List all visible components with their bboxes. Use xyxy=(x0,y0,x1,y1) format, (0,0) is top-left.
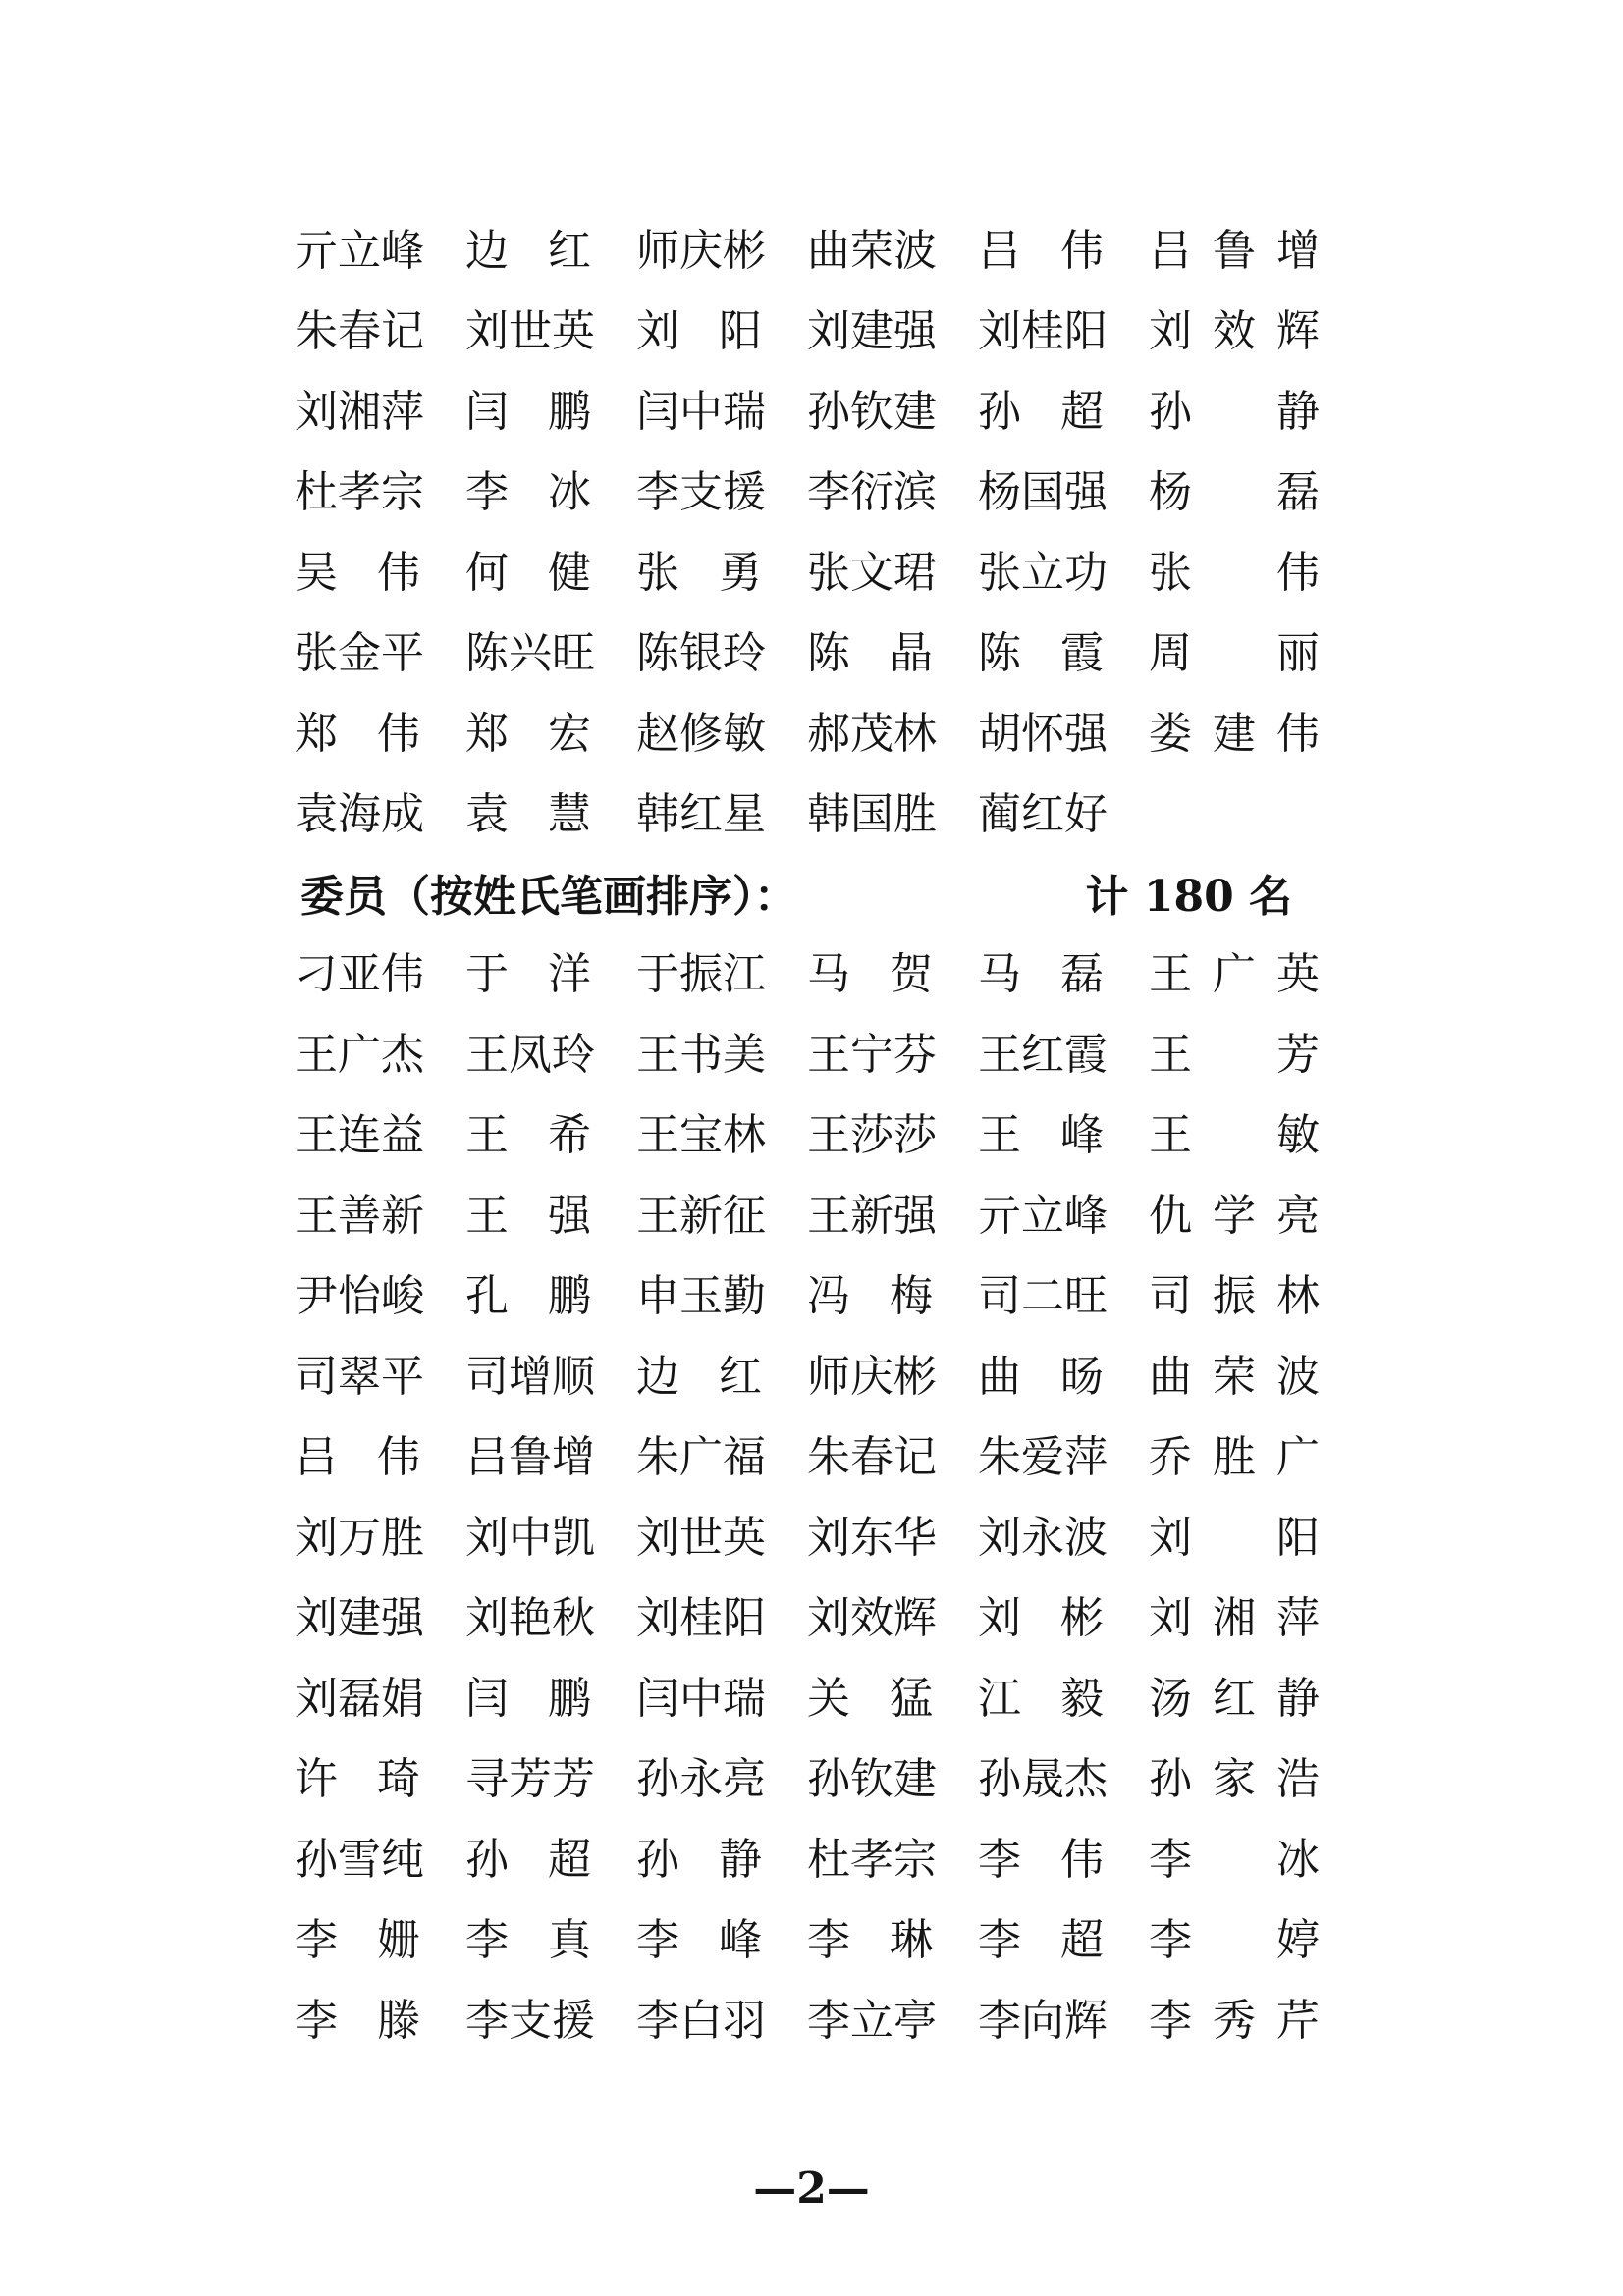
person-name: 王 宁 芬 xyxy=(807,1030,937,1080)
person-name: 李 立 亭 xyxy=(807,1996,937,2046)
person-name: 王 强 xyxy=(465,1191,591,1241)
person-name: 孙 静 xyxy=(636,1835,762,1885)
person-name: 刘 建 强 xyxy=(807,306,937,356)
name-row xyxy=(295,1670,1320,1750)
person-name: 马 磊 xyxy=(978,949,1104,999)
person-name: 吕 鲁 增 xyxy=(465,1432,595,1482)
person-name: 王 善 新 xyxy=(295,1191,424,1241)
person-name: 李 真 xyxy=(465,1915,591,1965)
person-name: 闫 中 瑞 xyxy=(636,387,766,437)
person-name: 曲 旸 xyxy=(978,1352,1104,1402)
person-name: 刘 艳 秋 xyxy=(465,1593,595,1643)
person-name: 孙 超 xyxy=(465,1835,591,1885)
person-name: 王 峰 xyxy=(978,1110,1104,1160)
name-row xyxy=(295,1911,1320,1992)
person-name: 吕 鲁 增 xyxy=(1149,226,1320,276)
members-name-list xyxy=(295,945,1320,2072)
name-row xyxy=(295,1589,1320,1670)
person-name: 刘 湘 萍 xyxy=(1149,1593,1320,1643)
name-row xyxy=(295,544,1320,624)
person-name: 刘 世 英 xyxy=(636,1513,766,1563)
person-name: 孙 雪 纯 xyxy=(295,1835,424,1885)
person-name: 曲 荣 波 xyxy=(1149,1352,1320,1402)
person-name: 闫 鹏 xyxy=(465,1674,591,1724)
person-name: 王 宝 林 xyxy=(636,1110,766,1160)
person-name: 尹 怡 峻 xyxy=(295,1271,424,1321)
name-row xyxy=(295,1106,1320,1187)
person-name: 刘 桂 阳 xyxy=(978,306,1108,356)
person-name: 陈 银 玲 xyxy=(636,628,766,678)
person-name: 王 红 霞 xyxy=(978,1030,1108,1080)
person-name: 朱 广 福 xyxy=(636,1432,766,1482)
person-name: 李 秀 芹 xyxy=(1149,1996,1320,2046)
person-name: 韩 红 星 xyxy=(636,789,766,839)
person-name: 刘 世 英 xyxy=(465,306,595,356)
person-name: 王 芳 xyxy=(1149,1030,1320,1080)
person-name: 刘 永 波 xyxy=(978,1513,1108,1563)
person-name: 刘 万 胜 xyxy=(295,1513,424,1563)
person-name: 杨 磊 xyxy=(1149,467,1320,517)
person-name: 王 新 强 xyxy=(807,1191,937,1241)
name-row xyxy=(295,302,1320,383)
person-name: 娄 建 伟 xyxy=(1149,709,1320,759)
person-name: 王 连 益 xyxy=(295,1110,424,1160)
person-name: 乔 胜 广 xyxy=(1149,1432,1320,1482)
person-name: 吕 伟 xyxy=(295,1432,420,1482)
person-name: 孙 超 xyxy=(978,387,1104,437)
person-name: 刁 亚 伟 xyxy=(295,949,424,999)
members-count: 计 180 名 xyxy=(1085,872,1292,922)
person-name: 司 振 林 xyxy=(1149,1271,1320,1321)
person-name: 刘 桂 阳 xyxy=(636,1593,766,1643)
person-name: 冯 梅 xyxy=(807,1271,933,1321)
person-name: 杜 孝 宗 xyxy=(295,467,424,517)
person-name: 马 贺 xyxy=(807,949,933,999)
name-row xyxy=(295,1267,1320,1348)
person-name: 李 白 羽 xyxy=(636,1996,766,2046)
members-heading xyxy=(300,868,1292,931)
person-name: 王 莎 莎 xyxy=(807,1110,937,1160)
person-name: 胡 怀 强 xyxy=(978,709,1108,759)
person-name: 亓 立 峰 xyxy=(295,226,424,276)
person-name: 吕 伟 xyxy=(978,226,1104,276)
person-name: 郑 伟 xyxy=(295,709,420,759)
person-name: 刘 磊 娟 xyxy=(295,1674,424,1724)
person-name: 刘 东 华 xyxy=(807,1513,937,1563)
person-name: 张 文 珺 xyxy=(807,548,937,598)
person-name: 申 玉 勤 xyxy=(636,1271,766,1321)
person-name: 郑 宏 xyxy=(465,709,591,759)
person-name: 蔺 红 好 xyxy=(978,789,1108,839)
person-name: 刘 湘 萍 xyxy=(295,387,424,437)
person-name: 刘 中 凯 xyxy=(465,1513,595,1563)
person-name: 李 冰 xyxy=(1149,1835,1320,1885)
person-name: 朱 春 记 xyxy=(295,306,424,356)
person-name: 张 伟 xyxy=(1149,548,1320,598)
person-name: 边 红 xyxy=(636,1352,762,1402)
person-name: 孔 鹏 xyxy=(465,1271,591,1321)
person-name: 李 衍 滨 xyxy=(807,467,937,517)
standing-committee-name-list xyxy=(295,222,1320,866)
person-name: 边 红 xyxy=(465,226,591,276)
page-number: —2— xyxy=(753,2163,870,2214)
person-name: 刘 效 辉 xyxy=(807,1593,937,1643)
person-name: 刘 阳 xyxy=(636,306,762,356)
person-name: 王 希 xyxy=(465,1110,591,1160)
person-name: 郝 茂 林 xyxy=(807,709,937,759)
person-name: 闫 中 瑞 xyxy=(636,1674,766,1724)
person-name: 关 猛 xyxy=(807,1674,933,1724)
person-name: 于 洋 xyxy=(465,949,591,999)
person-name: 王 敏 xyxy=(1149,1110,1320,1160)
person-name: 司 二 旺 xyxy=(978,1271,1108,1321)
person-name: 师 庆 彬 xyxy=(636,226,766,276)
person-name: 王 广 杰 xyxy=(295,1030,424,1080)
person-name: 赵 修 敏 xyxy=(636,709,766,759)
person-name: 孙 钦 建 xyxy=(807,387,937,437)
name-row xyxy=(295,1992,1320,2072)
person-name: 寻 芳 芳 xyxy=(465,1754,595,1804)
person-name: 何 健 xyxy=(465,548,591,598)
name-row xyxy=(295,624,1320,705)
name-row xyxy=(295,1026,1320,1106)
person-name: 李 琳 xyxy=(807,1915,933,1965)
person-name: 孙 钦 建 xyxy=(807,1754,937,1804)
person-name: 刘 彬 xyxy=(978,1593,1104,1643)
person-name: 王 书 美 xyxy=(636,1030,766,1080)
person-name: 袁 慧 xyxy=(465,789,591,839)
person-name: 李 滕 xyxy=(295,1996,420,2046)
person-name: 孙 静 xyxy=(1149,387,1320,437)
person-name: 韩 国 胜 xyxy=(807,789,937,839)
person-name: 王 新 征 xyxy=(636,1191,766,1241)
name-row xyxy=(295,785,1296,866)
person-name: 陈 霞 xyxy=(978,628,1104,678)
person-name: 孙 家 浩 xyxy=(1149,1754,1320,1804)
person-name: 吴 伟 xyxy=(295,548,420,598)
name-row xyxy=(295,1348,1320,1428)
person-name: 李 向 辉 xyxy=(978,1996,1108,2046)
person-name: 张 勇 xyxy=(636,548,762,598)
name-row xyxy=(295,1428,1320,1509)
person-name: 袁 海 成 xyxy=(295,789,424,839)
person-name: 孙 晟 杰 xyxy=(978,1754,1108,1804)
person-name: 李 支 援 xyxy=(636,467,766,517)
person-name: 刘 效 辉 xyxy=(1149,306,1320,356)
person-name: 李 支 援 xyxy=(465,1996,595,2046)
person-name: 许 琦 xyxy=(295,1754,420,1804)
person-name: 于 振 江 xyxy=(636,949,766,999)
person-name: 司 增 顺 xyxy=(465,1352,595,1402)
person-name: 李 婷 xyxy=(1149,1915,1320,1965)
person-name: 张 金 平 xyxy=(295,628,424,678)
name-row xyxy=(295,463,1320,544)
person-name: 司 翠 平 xyxy=(295,1352,424,1402)
person-name: 汤 红 静 xyxy=(1149,1674,1320,1724)
members-heading-label: 委员（按姓氏笔画排序）： xyxy=(300,872,797,922)
person-name: 周 丽 xyxy=(1149,628,1320,678)
name-row xyxy=(295,945,1320,1026)
name-row xyxy=(295,1509,1320,1589)
person-name: 陈 晶 xyxy=(807,628,933,678)
name-row xyxy=(295,1187,1320,1267)
person-name: 曲 荣 波 xyxy=(807,226,937,276)
person-name: 刘 阳 xyxy=(1149,1513,1320,1563)
name-row xyxy=(295,222,1320,302)
person-name: 杨 国 强 xyxy=(978,467,1108,517)
person-name: 陈 兴 旺 xyxy=(465,628,595,678)
person-name: 仇 学 亮 xyxy=(1149,1191,1320,1241)
name-row xyxy=(295,1750,1320,1831)
person-name: 师 庆 彬 xyxy=(807,1352,937,1402)
person-name: 江 毅 xyxy=(978,1674,1104,1724)
name-row xyxy=(295,1831,1320,1911)
person-name: 李 姗 xyxy=(295,1915,420,1965)
person-name: 李 伟 xyxy=(978,1835,1104,1885)
person-name: 李 冰 xyxy=(465,467,591,517)
name-row xyxy=(295,705,1320,785)
person-name: 李 峰 xyxy=(636,1915,762,1965)
person-name: 王 凤 玲 xyxy=(465,1030,595,1080)
person-name: 李 超 xyxy=(978,1915,1104,1965)
person-name: 朱 春 记 xyxy=(807,1432,937,1482)
person-name: 张 立 功 xyxy=(978,548,1108,598)
person-name: 刘 建 强 xyxy=(295,1593,424,1643)
person-name: 朱 爱 萍 xyxy=(978,1432,1108,1482)
name-row xyxy=(295,383,1320,463)
person-name: 亓 立 峰 xyxy=(978,1191,1108,1241)
person-name: 闫 鹏 xyxy=(465,387,591,437)
person-name: 王 广 英 xyxy=(1149,949,1320,999)
person-name: 孙 永 亮 xyxy=(636,1754,766,1804)
person-name: 杜 孝 宗 xyxy=(807,1835,937,1885)
